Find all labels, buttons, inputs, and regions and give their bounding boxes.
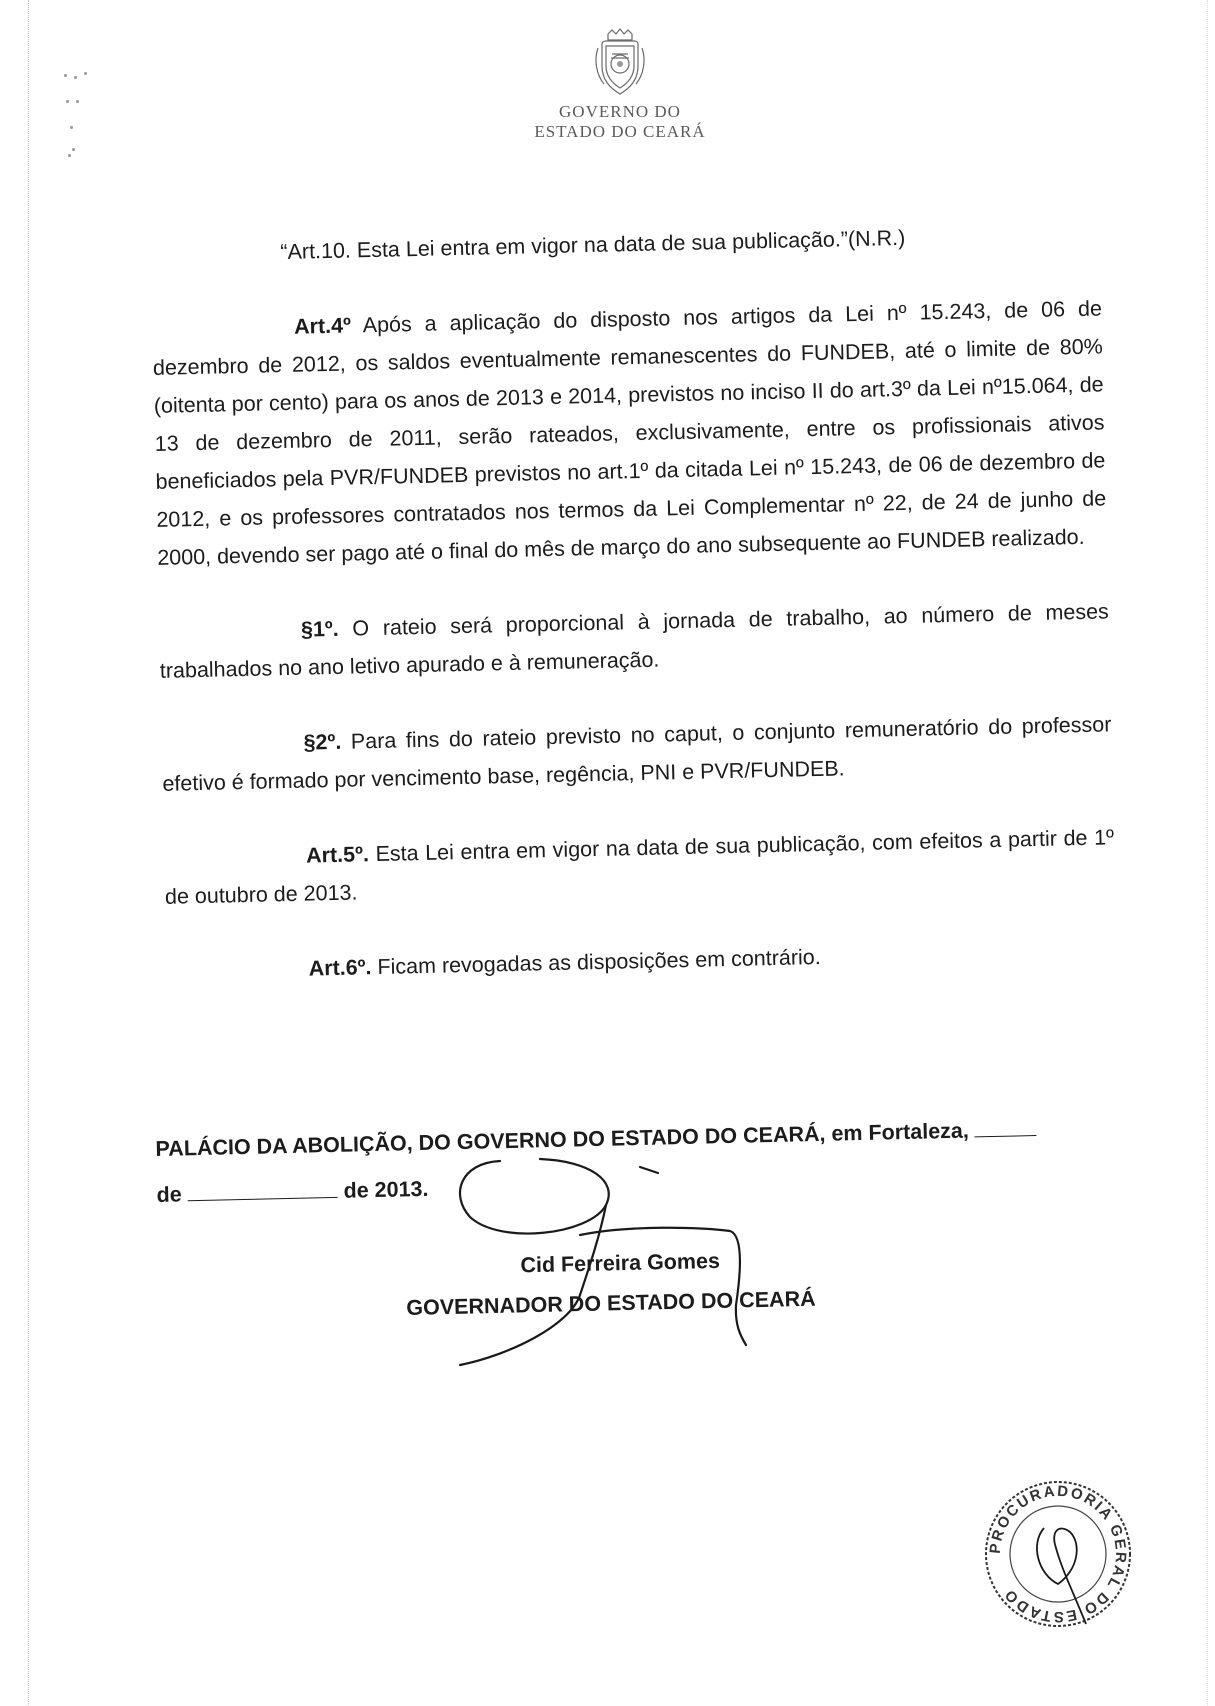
section-2-paragraph [161, 705, 1112, 803]
letterhead [520, 28, 720, 142]
letterhead-line-1: GOVERNO DO [559, 102, 681, 121]
closing-de-text: de [156, 1182, 182, 1207]
month-blank [187, 1179, 337, 1201]
scan-edge-left [28, 0, 30, 1706]
section-1-text: O rateio será proporcional à jornada de trabalho, ao número de meses trabalhados no ano letivo apurado e à remuneração. [159, 599, 1110, 683]
article-10-paragraph [150, 214, 1101, 274]
article-5-text: Esta Lei entra em vigor na data de sua publicação, com efeitos a partir de 1º de outubro de 2013. [164, 825, 1115, 909]
day-blank [975, 1117, 1037, 1137]
margin-marks [62, 70, 102, 180]
article-4-paragraph [152, 289, 1108, 576]
document-body [150, 214, 1117, 990]
state-coat-of-arms-icon [592, 28, 648, 98]
article-10-text: “Art.10. Esta Lei entra em vigor na data de sua publicação.”(N.R.) [280, 225, 906, 265]
article-5-label: Art.5º. [305, 842, 370, 868]
article-6-label: Art.6º. [308, 955, 372, 981]
section-1-paragraph [159, 592, 1110, 690]
article-5-paragraph [164, 818, 1115, 916]
article-4-text: Após a aplicação do disposto nos artigos da Lei nº 15.243, de 06 de dezembro de 2012, os saldos eventualmente remanescentes do FUNDEB, até o limite de 80% (oitenta por cento) para os anos de 2013 e 2014, previstos no inciso II do art.3º da Lei nº15.064, de 13 de dezembro de 2011, serão rateados, exclusivamente, entre os profissionais ativos beneficiados pela PVR/FUNDEB previstos no art.1º da citada Lei nº 15.243, de 06 de dezembro de 2012, e os professores contratados nos termos da Lei Complementar nº 22, de 24 de junho de 2000, devendo ser pago até o final do mês de março do ano subsequente ao FUNDEB realizado. [152, 296, 1107, 570]
section-2-label: §2º. [303, 729, 342, 755]
stamp-text: PROCURADORIA GERAL DO ESTADO [986, 1482, 1130, 1626]
closing-year-text: de 2013. [343, 1176, 429, 1203]
signatory-title: GOVERNADOR DO ESTADO DO CEARÁ [406, 1286, 816, 1320]
section-1-label: §1º. [300, 616, 339, 642]
signatory-block [405, 1237, 907, 1328]
section-2-text: Para fins do rateio previsto no caput, o conjunto remuneratório do professor efetivo é formado por vencimento base, regência, PNI e PVR/FUNDEB. [162, 712, 1112, 796]
article-4-label: Art.4º [293, 313, 352, 339]
closing-place-text: PALÁCIO DA ABOLIÇÃO, DO GOVERNO DO ESTADO DO CEARÁ, em Fortaleza, [155, 1118, 970, 1161]
procuradoria-stamp [978, 1474, 1138, 1634]
scan-edge-right [1207, 0, 1209, 1706]
article-6-text: Ficam revogadas as disposições em contrário. [371, 944, 821, 980]
article-6-paragraph [166, 931, 1117, 991]
signatory-name: Cid Ferreira Gomes [520, 1248, 721, 1278]
letterhead-line-2: ESTADO DO CEARÁ [534, 122, 706, 141]
